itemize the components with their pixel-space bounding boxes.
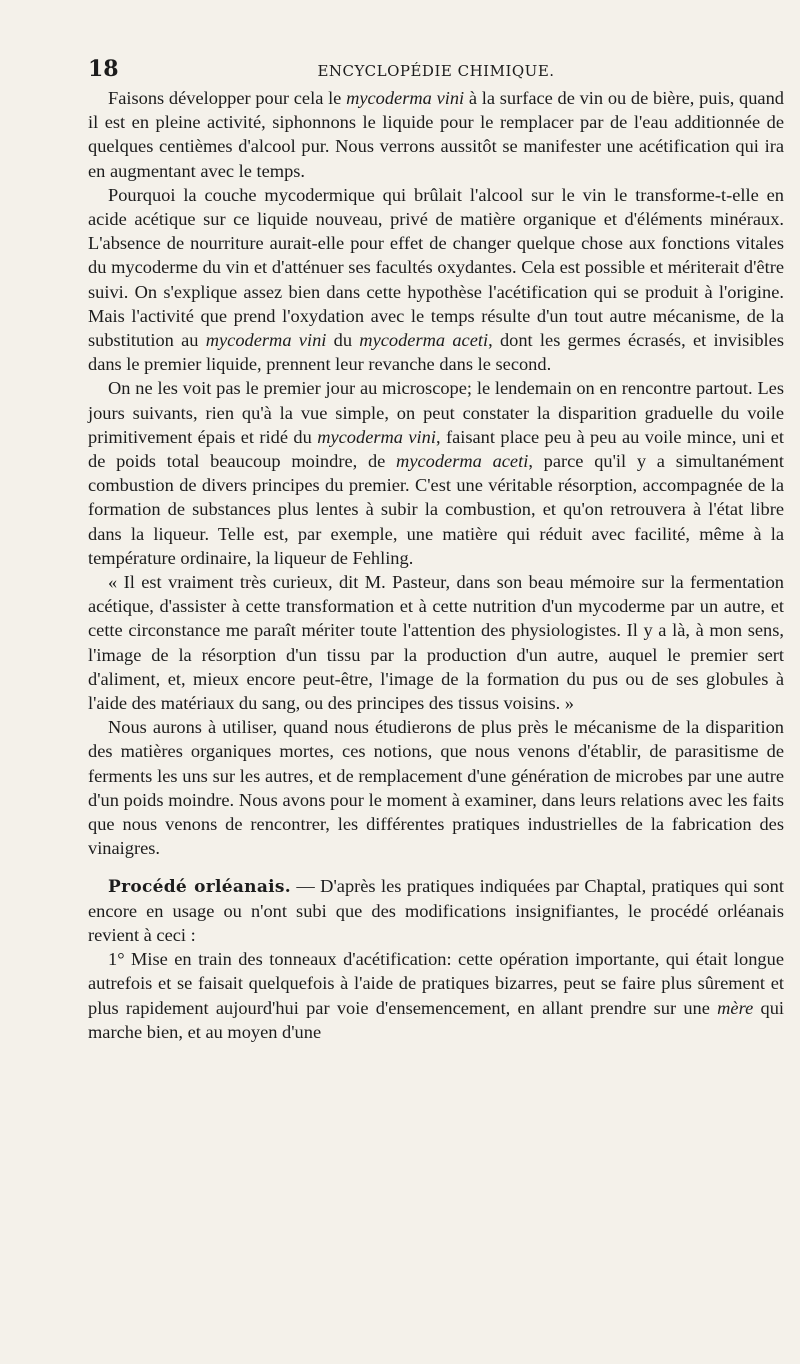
text-run: , dont les germes écrasés, et invisibles dans le premier liquide, prennent leur revanche dans le second.: [88, 330, 784, 375]
text-run: à la surface de vin ou de bière, puis, quand il est en pleine activité, siphonnons le liquide pour le remplacer par de l'eau additionnée de quelques centièmes d'alcool pur. Nous verrons aussitôt se manifester une acétification qui ira en augmentant avec le temps.: [88, 88, 784, 181]
paragraph: [88, 376, 784, 570]
paragraph: [88, 947, 784, 1044]
italic-term: mycoderma aceti: [359, 330, 489, 351]
text-run: , parce qu'il y a simultanément combustion de divers principes du premier. C'est une véritable résorption, accompagnée de la formation de substances plus lentes à subir la combustion, et qu'on retrouvera à l'état libre dans la liqueur. Telle est, par exemple, une matière qui réduit avec facilité, même à la température ordinaire, la liqueur de Fehling.: [88, 451, 784, 568]
text-run: du: [326, 330, 360, 351]
text-run: Pourquoi la couche mycodermique qui brûlait l'alcool sur le vin le transforme-t-elle en acide acétique sur ce liquide nouveau, privé de matière organique et d'éléments minéraux. L'absence de nourriture aurait-elle pour effet de changer quelque chose aux fonctions vitales du mycoderme du vin et d'atténuer ses facultés oxydantes. Cela est possible et mériterait d'être suivi. On s'explique assez bien dans cette hypothèse l'acétification qui se produit à l'origine. Mais l'activité que prend l'oxydation avec le temps résulte d'un tout autre mécanisme, de la substitution au: [88, 184, 784, 351]
text-run: Nous aurons à utiliser, quand nous étudierons de plus près le mécanisme de la disparition des matières organiques mortes, ces notions, que nous venons d'établir, de parasitisme de ferments les uns sur les autres, et de remplacement d'une génération de microbes par une autre d'un poids moindre. Nous avons pour le moment à examiner, dans leurs relations avec les faits que nous venons de rencontrer, les différentes pratiques industrielles de la fabrication des vinaigres.: [88, 717, 784, 859]
section-heading: Procédé orléanais.: [108, 876, 291, 897]
text-run: qui marche bien, et au moyen d'une: [88, 997, 784, 1042]
body-text: [88, 86, 784, 1044]
paragraph: [88, 183, 784, 377]
page-header: [88, 56, 784, 86]
page-number: 18: [88, 56, 119, 82]
paragraph: [88, 874, 784, 948]
italic-term: mycoderma aceti: [396, 451, 529, 472]
text-run: On ne les voit pas le premier jour au microscope; le lendemain on en rencontre partout. Les jours suivants, rien qu'à la vue simple, on peut constater la disparition graduelle du voile primitivement épais et ridé du: [88, 378, 784, 447]
text-run: 1° Mise en train des tonneaux d'acétification: cette opération importante, qui était longue autrefois et se faisait quelquefois à l'aide de pratiques bizarres, peut se faire plus sûrement et plus rapidement aujourd'hui par voie d'ensemencement, en allant prendre sur une: [88, 949, 784, 1018]
italic-term: mycoderma vini: [205, 330, 327, 351]
paragraph: [88, 715, 784, 860]
document-page: [88, 56, 784, 1044]
italic-term: mycoderma vini: [346, 88, 465, 108]
italic-term: mycoderma vini: [317, 426, 436, 447]
text-run: « Il est vraiment très curieux, dit M. Pasteur, dans son beau mémoire sur la fermentation acétique, d'assister à cette transformation et à cette nutrition d'un mycoderme par un autre, et cette circonstance me paraît mériter toute l'attention des physiologistes. Il y a là, à mon sens, l'image de la résorption d'un tissu par la production d'un autre, auquel le premier sert d'aliment, et, mieux encore peut-être, l'image de la formation du pus ou de ses globules à l'aide des matériaux du sang, ou des principes des tissus voisins. »: [88, 572, 784, 714]
paragraph: [88, 86, 784, 183]
paragraph: [88, 570, 784, 715]
running-title: ENCYCLOPÉDIE CHIMIQUE.: [317, 62, 555, 80]
text-run: Faisons développer pour cela le: [108, 88, 347, 108]
text-run: , faisant place peu à peu au voile mince, uni et de poids total beaucoup moindre, de: [88, 426, 785, 472]
text-run: — D'après les pratiques indiquées par Chaptal, pratiques qui sont encore en usage ou n'ont subi que des modifications insignifiantes, le procédé orléanais revient à ceci :: [88, 875, 784, 945]
italic-term: mère: [717, 997, 754, 1018]
